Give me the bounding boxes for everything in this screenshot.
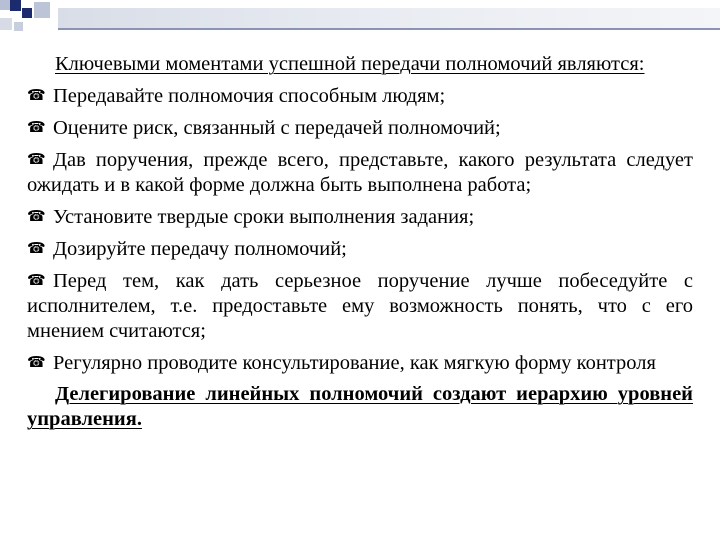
bullet-item [27,115,693,141]
bullet-item [27,268,693,344]
bullet-text: Дав поручения, прежде всего, представьте, какого результата следует ожидать и в какой форме должна быть выполнена работа; [27,149,693,196]
telephone-icon: ☎ [27,118,46,136]
telephone-icon: ☎ [27,353,46,371]
decor-square [10,0,21,11]
telephone-icon: ☎ [27,150,46,168]
bullet-item [27,236,693,262]
decor-square [0,18,12,30]
bullet-text: Оцените риск, связанный с передачей полномочий; [53,117,501,139]
bullet-text: Установите твердые сроки выполнения задания; [53,206,475,228]
conclusion-text: Делегирование линейных полномочий создают иерархию уровней управления. [27,383,693,430]
decor-square [0,0,10,10]
decor-square [14,22,23,31]
slide-content [27,52,693,432]
bullet-text: Дозируйте передачу полномочий; [53,238,347,260]
telephone-icon: ☎ [27,86,46,104]
decor-square [22,8,32,18]
intro-text: Ключевыми моментами успешной передачи полномочий являются: [55,53,645,75]
bullet-text: Перед тем, как дать серьезное поручение лучше побеседуйте с исполнителем, т.е. предоставьте ему возможность понять, что с его мнением считаются; [27,270,693,342]
bullet-text: Передавайте полномочия способным людям; [53,85,446,107]
bullet-item [27,147,693,198]
header-divider [58,28,720,30]
telephone-icon: ☎ [27,207,46,225]
telephone-icon: ☎ [27,271,46,289]
bullet-text: Регулярно проводите консультирование, как мягкую форму контроля [53,352,656,374]
telephone-icon: ☎ [27,239,46,257]
bullet-item [27,83,693,109]
bullet-item [27,350,693,376]
bullet-item [27,204,693,230]
decor-square [34,2,50,18]
header-bar [58,8,720,28]
